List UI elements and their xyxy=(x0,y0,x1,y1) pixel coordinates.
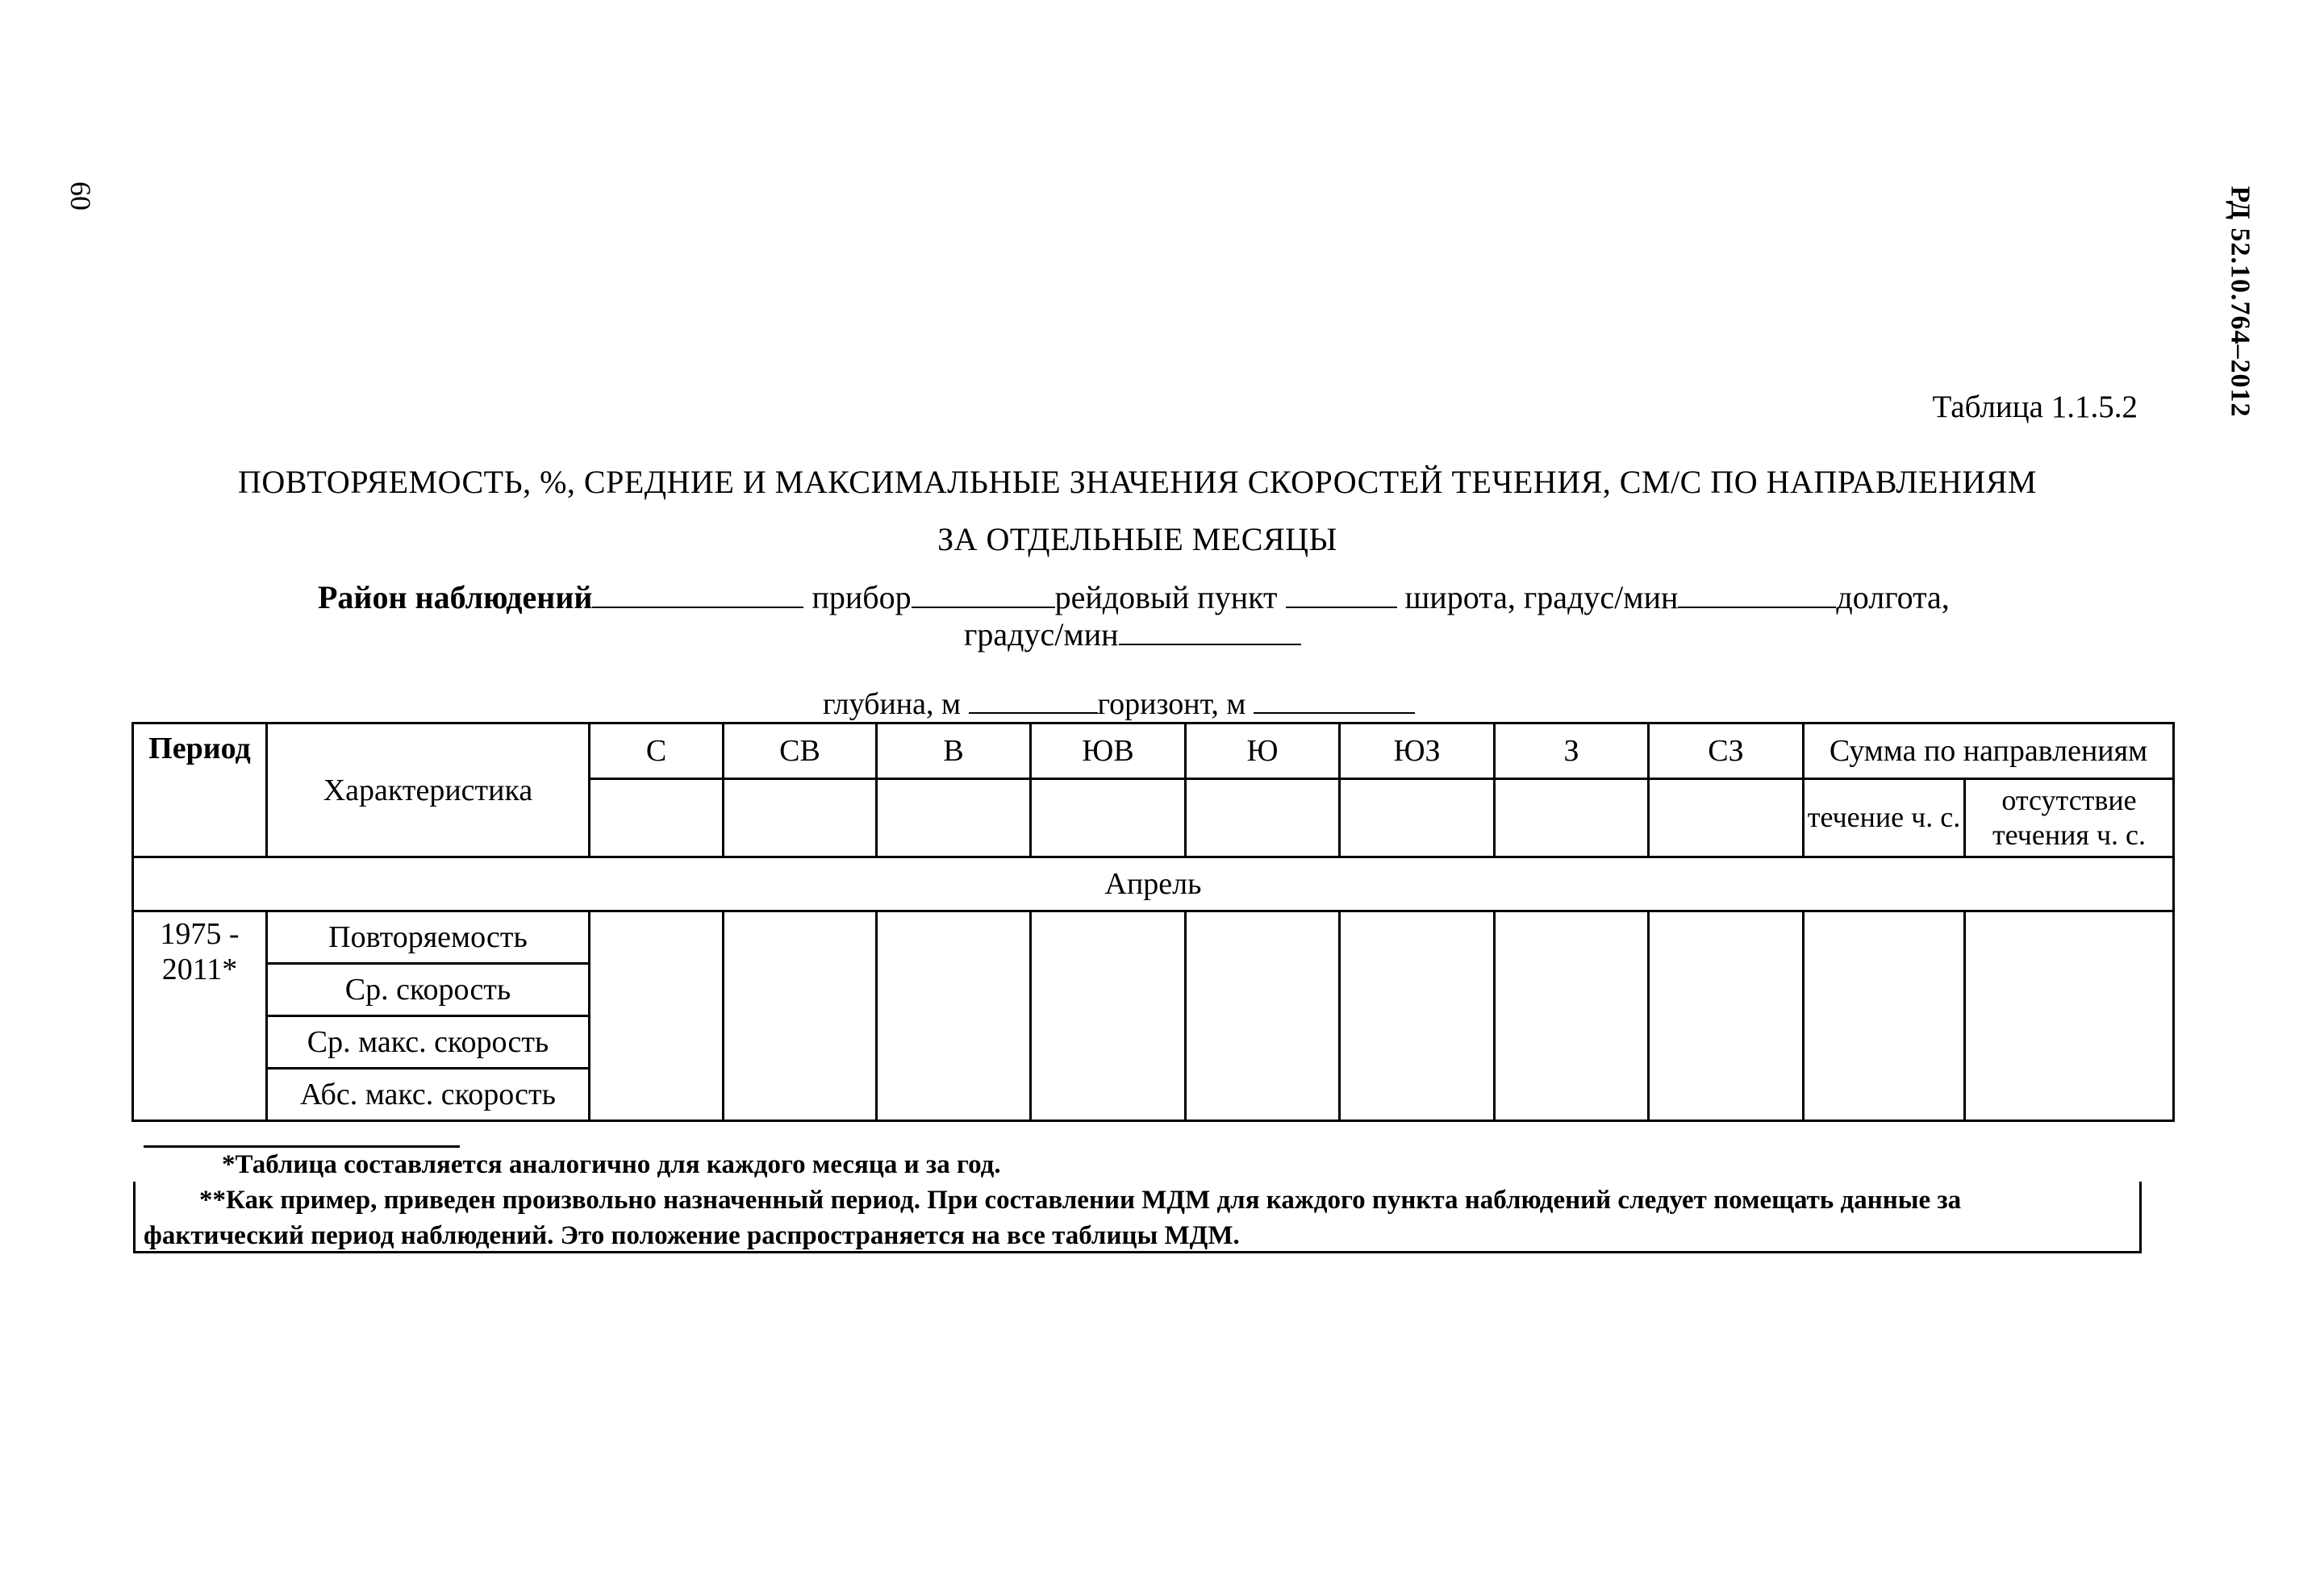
direction-header: СВ xyxy=(724,723,877,779)
data-cell xyxy=(1804,911,1965,1121)
data-cell xyxy=(1965,911,2174,1121)
device-blank xyxy=(912,581,1055,608)
empty-cell xyxy=(590,779,724,857)
sum-by-directions-header: Сумма по направлениям xyxy=(1804,723,2174,779)
region-label: Район наблюдений xyxy=(318,579,593,615)
footnote-frame-right xyxy=(2139,1182,2142,1251)
direction-header: З xyxy=(1495,723,1649,779)
table-title-line1: ПОВТОРЯЕМОСТЬ, %, СРЕДНИЕ И МАКСИМАЛЬНЫЕ ЗНАЧЕНИЯ СКОРОСТЕЙ ТЕЧЕНИЯ, СМ/С ПО НАПРАВЛЕНИЯМ xyxy=(238,464,2037,500)
empty-cell xyxy=(877,779,1031,857)
region-blank xyxy=(592,581,803,608)
roadstead-label: рейдовый пункт xyxy=(1054,579,1278,615)
table-number: Таблица 1.1.5.2 xyxy=(1932,390,2138,424)
footnote-2-line1: **Как пример, приведен произвольно назначенный период. При составлении МДМ для каждого пункта наблюдений следует помещать данные за xyxy=(199,1186,1962,1215)
direction-header: СЗ xyxy=(1649,723,1804,779)
direction-header: В xyxy=(877,723,1031,779)
direction-header: ЮВ xyxy=(1031,723,1186,779)
observation-info-line xyxy=(318,578,1950,616)
footnote-2-line2: фактический период наблюдений. Это положение распространяется на все таблицы МДМ. xyxy=(144,1221,1240,1250)
characteristic-label: Повторяемость xyxy=(267,911,590,964)
latitude-label: широта, градус/мин xyxy=(1404,579,1679,615)
data-cell xyxy=(1649,911,1804,1121)
data-cell xyxy=(724,911,877,1121)
currents-table xyxy=(131,722,2175,1122)
document-code: РД 52.10.764–2012 xyxy=(2225,186,2255,418)
characteristic-header: Характеристика xyxy=(267,723,590,857)
data-cell xyxy=(1031,911,1186,1121)
characteristic-label: Абс. макс. скорость xyxy=(267,1069,590,1121)
period-value-line2: 2011* xyxy=(161,952,238,986)
sum-current-header: течение ч. с. xyxy=(1804,779,1965,857)
latitude-blank xyxy=(1678,581,1836,608)
empty-cell xyxy=(1495,779,1649,857)
empty-cell xyxy=(724,779,877,857)
period-value-line1: 1975 - xyxy=(160,917,240,951)
period-value xyxy=(133,911,267,1121)
longitude-unit-line xyxy=(964,615,1301,653)
empty-cell xyxy=(1186,779,1340,857)
characteristic-label: Ср. скорость xyxy=(267,964,590,1016)
depth-blank xyxy=(969,691,1098,714)
characteristic-label: Ср. макс. скорость xyxy=(267,1016,590,1069)
footnote-1: *Таблица составляется аналогично для каждого месяца и за год. xyxy=(222,1150,1001,1179)
horizon-label: горизонт, м xyxy=(1097,687,1246,721)
longitude-label: долгота, xyxy=(1836,579,1950,615)
direction-header: ЮЗ xyxy=(1340,723,1495,779)
data-cell xyxy=(877,911,1031,1121)
depth-horizon-line xyxy=(823,686,1415,722)
month-label: Апрель xyxy=(133,857,2174,911)
device-label: прибор xyxy=(812,579,912,615)
table-title-line2: ЗА ОТДЕЛЬНЫЕ МЕСЯЦЫ xyxy=(937,521,1337,557)
data-cell xyxy=(1186,911,1340,1121)
horizon-blank xyxy=(1254,691,1415,714)
sum-absence-header: отсутствие течения ч. с. xyxy=(1965,779,2174,857)
empty-cell xyxy=(1340,779,1495,857)
empty-cell xyxy=(1031,779,1186,857)
footnote-frame-left xyxy=(133,1182,136,1251)
roadstead-blank xyxy=(1286,581,1397,608)
period-header: Период xyxy=(133,723,267,857)
longitude-blank xyxy=(1119,618,1301,645)
data-cell xyxy=(1495,911,1649,1121)
footnote-separator xyxy=(144,1145,460,1148)
longitude-unit-label: градус/мин xyxy=(964,616,1119,653)
depth-label: глубина, м xyxy=(823,687,962,721)
data-cell xyxy=(1340,911,1495,1121)
direction-header: Ю xyxy=(1186,723,1340,779)
empty-cell xyxy=(1649,779,1804,857)
data-cell xyxy=(590,911,724,1121)
direction-header: С xyxy=(590,723,724,779)
page-number: 60 xyxy=(65,181,97,211)
footnote-frame-bottom xyxy=(133,1251,2142,1253)
